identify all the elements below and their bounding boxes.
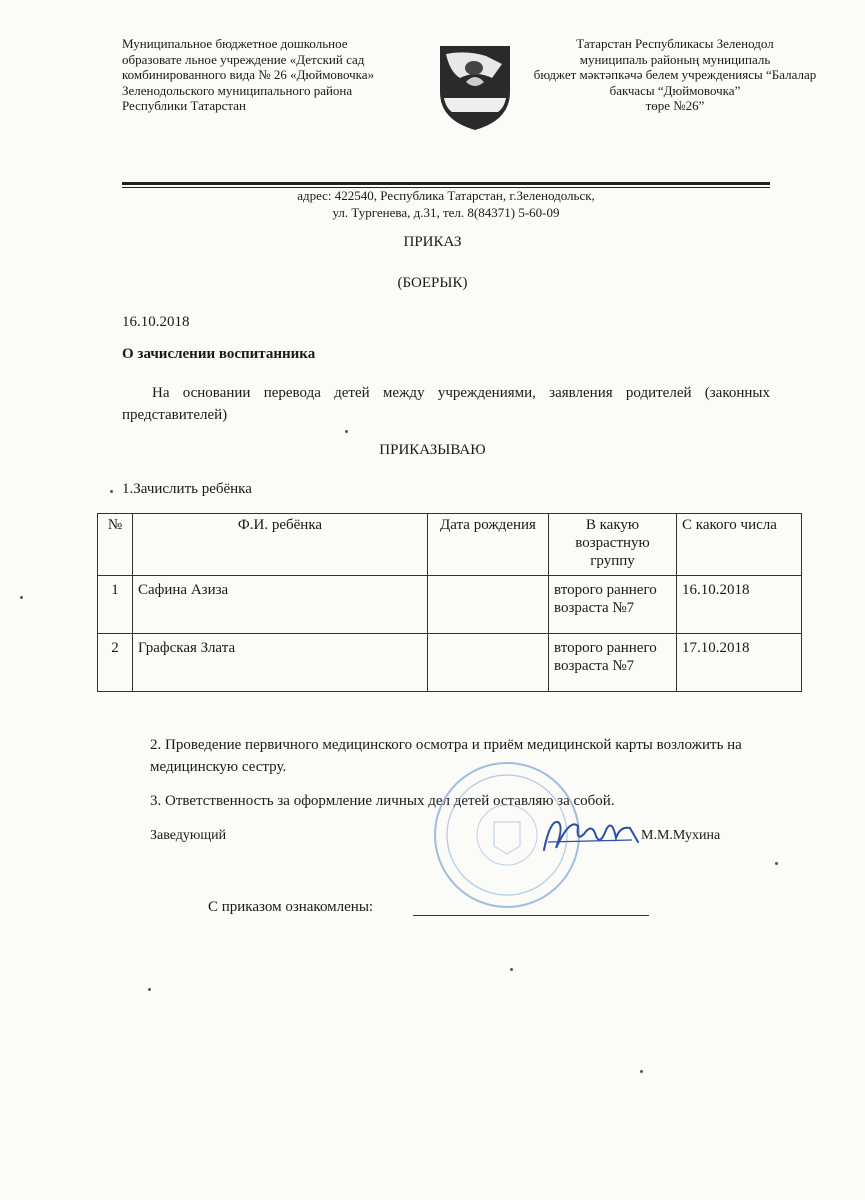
signature-line <box>413 915 649 916</box>
header-left-line: образовате льное учреждение «Детский сад <box>122 51 365 67</box>
header-name: Ф.И. ребёнка <box>133 514 428 576</box>
org-name-russian <box>122 36 422 114</box>
order-word: ПРИКАЗЫВАЮ <box>379 442 486 458</box>
header-right-line: төре №26” <box>645 98 705 113</box>
enrollment-table <box>97 513 802 692</box>
cell-group: второго раннего возраста №7 <box>549 576 677 634</box>
header-group: В какую возрастную группу <box>549 514 677 576</box>
header-left-line: Муниципальное бюджетное дошкольное <box>122 36 348 51</box>
coat-of-arms-icon <box>436 42 514 132</box>
item-3: 3. Ответственность за оформление личных дел детей оставляю за собой. <box>150 793 615 809</box>
signature-icon <box>540 812 640 858</box>
item-2: 2. Проведение первичного медицинского осмотра и приём медицинской карты возложить на медицинскую сестру. <box>150 737 742 775</box>
header-right-line: Татарстан Республикасы Зеленодол <box>576 36 774 51</box>
signer-title: Заведующий <box>150 828 227 843</box>
document-date: 16.10.2018 <box>122 314 190 330</box>
header-right-line: бакчасы “Дюймовочка” <box>609 82 741 98</box>
acquainted-label: С приказом ознакомлены: <box>208 899 374 915</box>
cell-group: второго раннего возраста №7 <box>549 634 677 692</box>
table-row <box>98 576 802 634</box>
header-num: № <box>98 514 133 576</box>
document-title: ПРИКАЗ <box>403 234 462 250</box>
header-left-line: Республики Татарстан <box>122 98 246 113</box>
cell-birth <box>428 576 549 634</box>
scan-speck <box>20 596 23 599</box>
header-from: С какого числа <box>677 514 802 576</box>
cell-name: Сафина Азиза <box>133 576 428 634</box>
document-title-tatar: (БОЕРЫК) <box>397 275 468 291</box>
header-birth: Дата рождения <box>428 514 549 576</box>
scan-speck <box>110 490 113 493</box>
cell-from: 17.10.2018 <box>677 634 802 692</box>
scan-speck <box>640 1070 643 1073</box>
cell-num: 1 <box>98 576 133 634</box>
header-right-line: бюджет мәктәпкәчә белем учреждениясы “Балалар <box>533 67 817 82</box>
signer-name: М.М.Мухина <box>641 828 721 843</box>
header-left-line: комбинированного вида № 26 «Дюймовочка» <box>122 67 375 82</box>
table-row <box>98 634 802 692</box>
address-line: ул. Тургенева, д.31, тел. 8(84371) 5-60-09 <box>332 205 560 220</box>
cell-name: Графская Злата <box>133 634 428 692</box>
header-left-line: Зеленодольского муниципального района <box>122 82 353 98</box>
cell-from: 16.10.2018 <box>677 576 802 634</box>
cell-num: 2 <box>98 634 133 692</box>
address <box>122 187 770 221</box>
org-name-tatar <box>505 36 845 114</box>
cell-birth <box>428 634 549 692</box>
scan-speck <box>345 430 348 433</box>
item-1: 1.Зачислить ребёнка <box>122 481 252 497</box>
scan-speck <box>510 968 513 971</box>
table-header-row <box>98 514 802 576</box>
scan-speck <box>775 862 778 865</box>
address-line: адрес: 422540, Республика Татарстан, г.Зеленодольск, <box>297 188 595 203</box>
scan-speck <box>148 988 151 991</box>
document-subject: О зачислении воспитанника <box>122 346 316 362</box>
header-divider-thick <box>122 182 770 185</box>
header-right-line: муниципаль районың муниципаль <box>579 51 771 67</box>
basis-paragraph: На основании перевода детей между учреждениями, заявления родителей (законных представителей) <box>122 385 770 423</box>
